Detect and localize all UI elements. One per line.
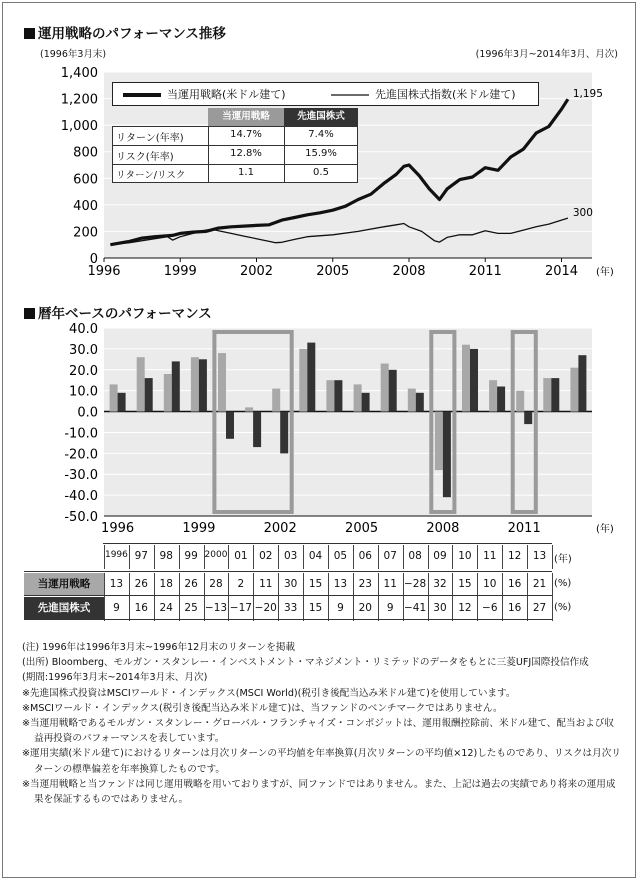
series-end-label: 300 — [572, 207, 593, 220]
value-cell: −20 — [254, 602, 277, 614]
note-line: ※当運用戦略であるモルガン・スタンレー・グローバル・フランチャイズ・コンポジットは、運用報酬控除前、米ドル建て、配当および収益再投資のパフォーマンスを表しています。 — [22, 718, 614, 745]
stats-row-label: リターン(年率) — [116, 133, 184, 144]
bar-strategy — [164, 374, 172, 412]
value-cell: 23 — [358, 578, 372, 590]
value-cell: 10 — [483, 578, 497, 590]
year-cell: 01 — [234, 550, 248, 562]
value-cell: 15 — [308, 578, 323, 590]
line-y-tick: 1,000 — [60, 119, 98, 135]
line-x-tick: 1999 — [163, 264, 197, 279]
year-cell: 09 — [433, 550, 447, 562]
bar-index — [253, 412, 261, 448]
value-cell: −6 — [482, 602, 498, 614]
bar-y-tick: -40.0 — [64, 489, 98, 505]
year-cell: 02 — [259, 550, 273, 562]
bar-strategy — [354, 384, 362, 411]
line-y-tick: 800 — [73, 145, 98, 161]
value-cell: −17 — [229, 602, 252, 614]
stats-cell: 14.7% — [230, 129, 262, 140]
stats-row-label: リスク(年率) — [116, 152, 174, 163]
bar-x-tick: 2002 — [263, 521, 297, 536]
stats-row-label: リターン/リスク — [116, 170, 186, 181]
line-chart-title: 運用戦略のパフォーマンス推移 — [24, 22, 226, 42]
note-line: ※先進国株式投資はMSCIワールド・インデックス(MSCI World)(税引き後配当込み米ドル建て)を使用しています。 — [22, 687, 516, 699]
bar-index — [416, 393, 424, 412]
value-cell: 30 — [283, 578, 298, 590]
bar-strategy — [326, 380, 334, 411]
bar-index — [578, 355, 586, 411]
value-cell: 24 — [159, 602, 173, 614]
value-cell: 13 — [333, 578, 348, 590]
value-cell: 30 — [433, 602, 447, 614]
line-x-tick: 2014 — [544, 264, 579, 279]
stats-cell: 0.5 — [313, 167, 329, 178]
year-cell: 07 — [383, 550, 397, 562]
year-cell: 08 — [408, 550, 422, 562]
line-y-tick: 0 — [89, 252, 98, 267]
line-x-tick: 2008 — [392, 264, 426, 279]
note-line: ※当運用戦略と当ファンドは同じ運用戦略を用いておりますが、同ファンドではありません。また、上記は過去の実績であり将来の運用成果を保証するものではありません。 — [22, 778, 616, 806]
value-cell: 20 — [358, 602, 372, 614]
year-cell: 13 — [532, 550, 547, 562]
year-cell: 97 — [134, 550, 148, 562]
value-cell: 9 — [337, 602, 344, 614]
line-x-tick: 2005 — [316, 264, 350, 279]
notes — [22, 640, 622, 807]
stats-cell: 15.9% — [305, 148, 337, 159]
line-y-tick: 600 — [73, 172, 98, 188]
year-cell: 03 — [283, 550, 298, 562]
bar-strategy — [462, 345, 470, 412]
value-cell: −28 — [404, 578, 427, 590]
legend-strategy: 当運用戦略(米ドル建て) — [167, 88, 286, 101]
bar-strategy — [435, 412, 443, 471]
year-cell: 1996 — [104, 550, 128, 560]
value-cell: 15 — [308, 602, 323, 614]
row-label-strategy: 当運用戦略 — [24, 573, 104, 595]
bar-index — [551, 378, 559, 411]
bar-strategy — [408, 389, 416, 412]
stats-col-strategy: 当運用戦略 — [208, 108, 284, 126]
bar-x-tick: 2005 — [345, 521, 379, 536]
year-cell: 05 — [333, 550, 348, 562]
note-line: (出所) Bloomberg、モルガン・スタンレー・インベストメント・マネジメント・リミテッドのデータをもとに三菱UFJ国際投信作成 — [22, 657, 589, 669]
bar-index — [470, 349, 478, 412]
line-x-tick: 2011 — [468, 264, 502, 279]
line-y-tick: 1,200 — [60, 92, 98, 108]
bar-index — [199, 359, 207, 411]
value-cell: 28 — [209, 578, 223, 590]
bar-index — [362, 393, 370, 412]
stats-col-index: 先進国株式 — [284, 108, 358, 126]
value-cell: 26 — [184, 578, 198, 590]
bar-strategy — [245, 407, 253, 411]
value-cell: 18 — [159, 578, 173, 590]
value-cell: 15 — [458, 578, 472, 590]
line-y-tick: 400 — [73, 198, 98, 214]
bar-strategy — [272, 389, 280, 412]
value-cell: 11 — [383, 578, 397, 590]
bar-index — [524, 412, 532, 425]
bar-x-tick: 2008 — [426, 521, 460, 536]
row-label-index: 先進国株式 — [24, 597, 104, 619]
stats-cell: 1.1 — [238, 167, 254, 178]
value-cell: 32 — [433, 578, 447, 590]
bar-x-tick: 1999 — [182, 521, 216, 536]
bar-plot-area — [104, 328, 592, 516]
bar-strategy — [110, 384, 118, 411]
bar-y-tick: -30.0 — [64, 468, 98, 484]
year-cell: 04 — [308, 550, 323, 562]
bar-y-tick: 0.0 — [77, 405, 98, 421]
note-line: (期間:1996年3月末~2014年3月末、月次) — [22, 672, 208, 684]
value-cell: 16 — [507, 578, 522, 590]
bar-y-tick: -20.0 — [64, 447, 98, 463]
bar-strategy — [218, 353, 226, 412]
year-unit: (年) — [554, 554, 572, 565]
bar-index — [118, 393, 126, 412]
year-cell: 10 — [458, 550, 472, 562]
value-cell: 13 — [109, 578, 124, 590]
value-cell: 11 — [259, 578, 273, 590]
year-cell: 98 — [159, 550, 173, 562]
value-cell: 12 — [458, 602, 472, 614]
bar-strategy — [381, 364, 389, 412]
value-cell: 9 — [113, 602, 120, 614]
value-cell: −13 — [204, 602, 228, 614]
year-cell: 11 — [483, 550, 497, 562]
bar-x-unit: (年) — [596, 524, 614, 535]
bar-index — [497, 387, 505, 412]
bar-index — [334, 380, 342, 411]
line-y-tick: 1,400 — [60, 66, 98, 81]
line-chart-subtitle-right: (1996年3月~2014年3月、月次) — [475, 49, 618, 60]
value-cell: 21 — [532, 578, 547, 590]
year-cell: 99 — [184, 550, 198, 562]
value-cell: 2 — [237, 578, 245, 590]
value-cell: 27 — [532, 602, 547, 614]
bar-strategy — [570, 368, 578, 412]
bar-y-tick: -50.0 — [64, 510, 98, 525]
value-cell: 26 — [134, 578, 148, 590]
bar-y-tick: 40.0 — [69, 322, 98, 337]
year-cell: 2000 — [204, 550, 228, 560]
value-cell: 16 — [134, 602, 148, 614]
line-x-tick: 2002 — [239, 264, 274, 279]
value-cell: 9 — [386, 602, 394, 614]
bar-index — [280, 412, 288, 454]
note-line: (注) 1996年は1996年3月末~1996年12月末のリターンを掲載 — [22, 642, 296, 653]
note-line: ※MSCIワールド・インデックス(税引き後配当込み米ドル建て)は、当ファンドのベンチマークではありません。 — [22, 702, 503, 714]
bar-x-tick: 1996 — [101, 521, 135, 536]
pct-unit: (%) — [554, 602, 572, 613]
bar-index — [145, 378, 153, 411]
bar-strategy — [543, 378, 551, 411]
value-cell: 16 — [507, 602, 522, 614]
legend-index: 先進国株式指数(米ドル建て) — [375, 88, 516, 101]
year-cell: 12 — [507, 550, 522, 562]
bar-strategy — [299, 349, 307, 412]
bar-chart-title: 暦年ベースのパフォーマンス — [24, 302, 212, 322]
bar-index — [307, 343, 315, 412]
series-end-label: 1,195 — [572, 88, 603, 101]
value-cell: −41 — [404, 602, 427, 614]
value-cell: 25 — [184, 602, 198, 614]
bar-strategy — [489, 380, 497, 411]
bar-index — [389, 370, 397, 412]
line-x-tick: 1996 — [87, 264, 121, 279]
stats-cell: 12.8% — [230, 148, 262, 159]
bar-index — [172, 361, 180, 411]
stats-cell: 7.4% — [308, 129, 334, 140]
bar-strategy — [191, 357, 199, 411]
bar-strategy — [516, 391, 524, 412]
bar-x-tick: 2011 — [507, 521, 541, 536]
bar-y-tick: -10.0 — [64, 426, 98, 442]
pct-unit: (%) — [554, 578, 572, 589]
value-cell: 33 — [283, 602, 298, 614]
bar-y-tick: 20.0 — [69, 363, 98, 379]
note-line: ※運用実績(米ドル建て)におけるリターンは月次リターンの平均値を年率換算(月次リターンの平均値×12)したものであり、リスクは月次リターンの標準偏差を年率換算したものです。 — [22, 748, 621, 775]
bar-strategy — [137, 357, 145, 411]
year-cell: 06 — [358, 550, 372, 562]
line-chart-subtitle-left: (1996年3月末) — [40, 49, 107, 60]
bar-index — [226, 412, 234, 439]
line-x-unit: (年) — [596, 267, 614, 278]
bar-index — [443, 412, 451, 498]
bar-y-tick: 30.0 — [69, 342, 98, 358]
line-y-tick: 200 — [73, 225, 98, 241]
bar-y-tick: 10.0 — [69, 384, 98, 400]
